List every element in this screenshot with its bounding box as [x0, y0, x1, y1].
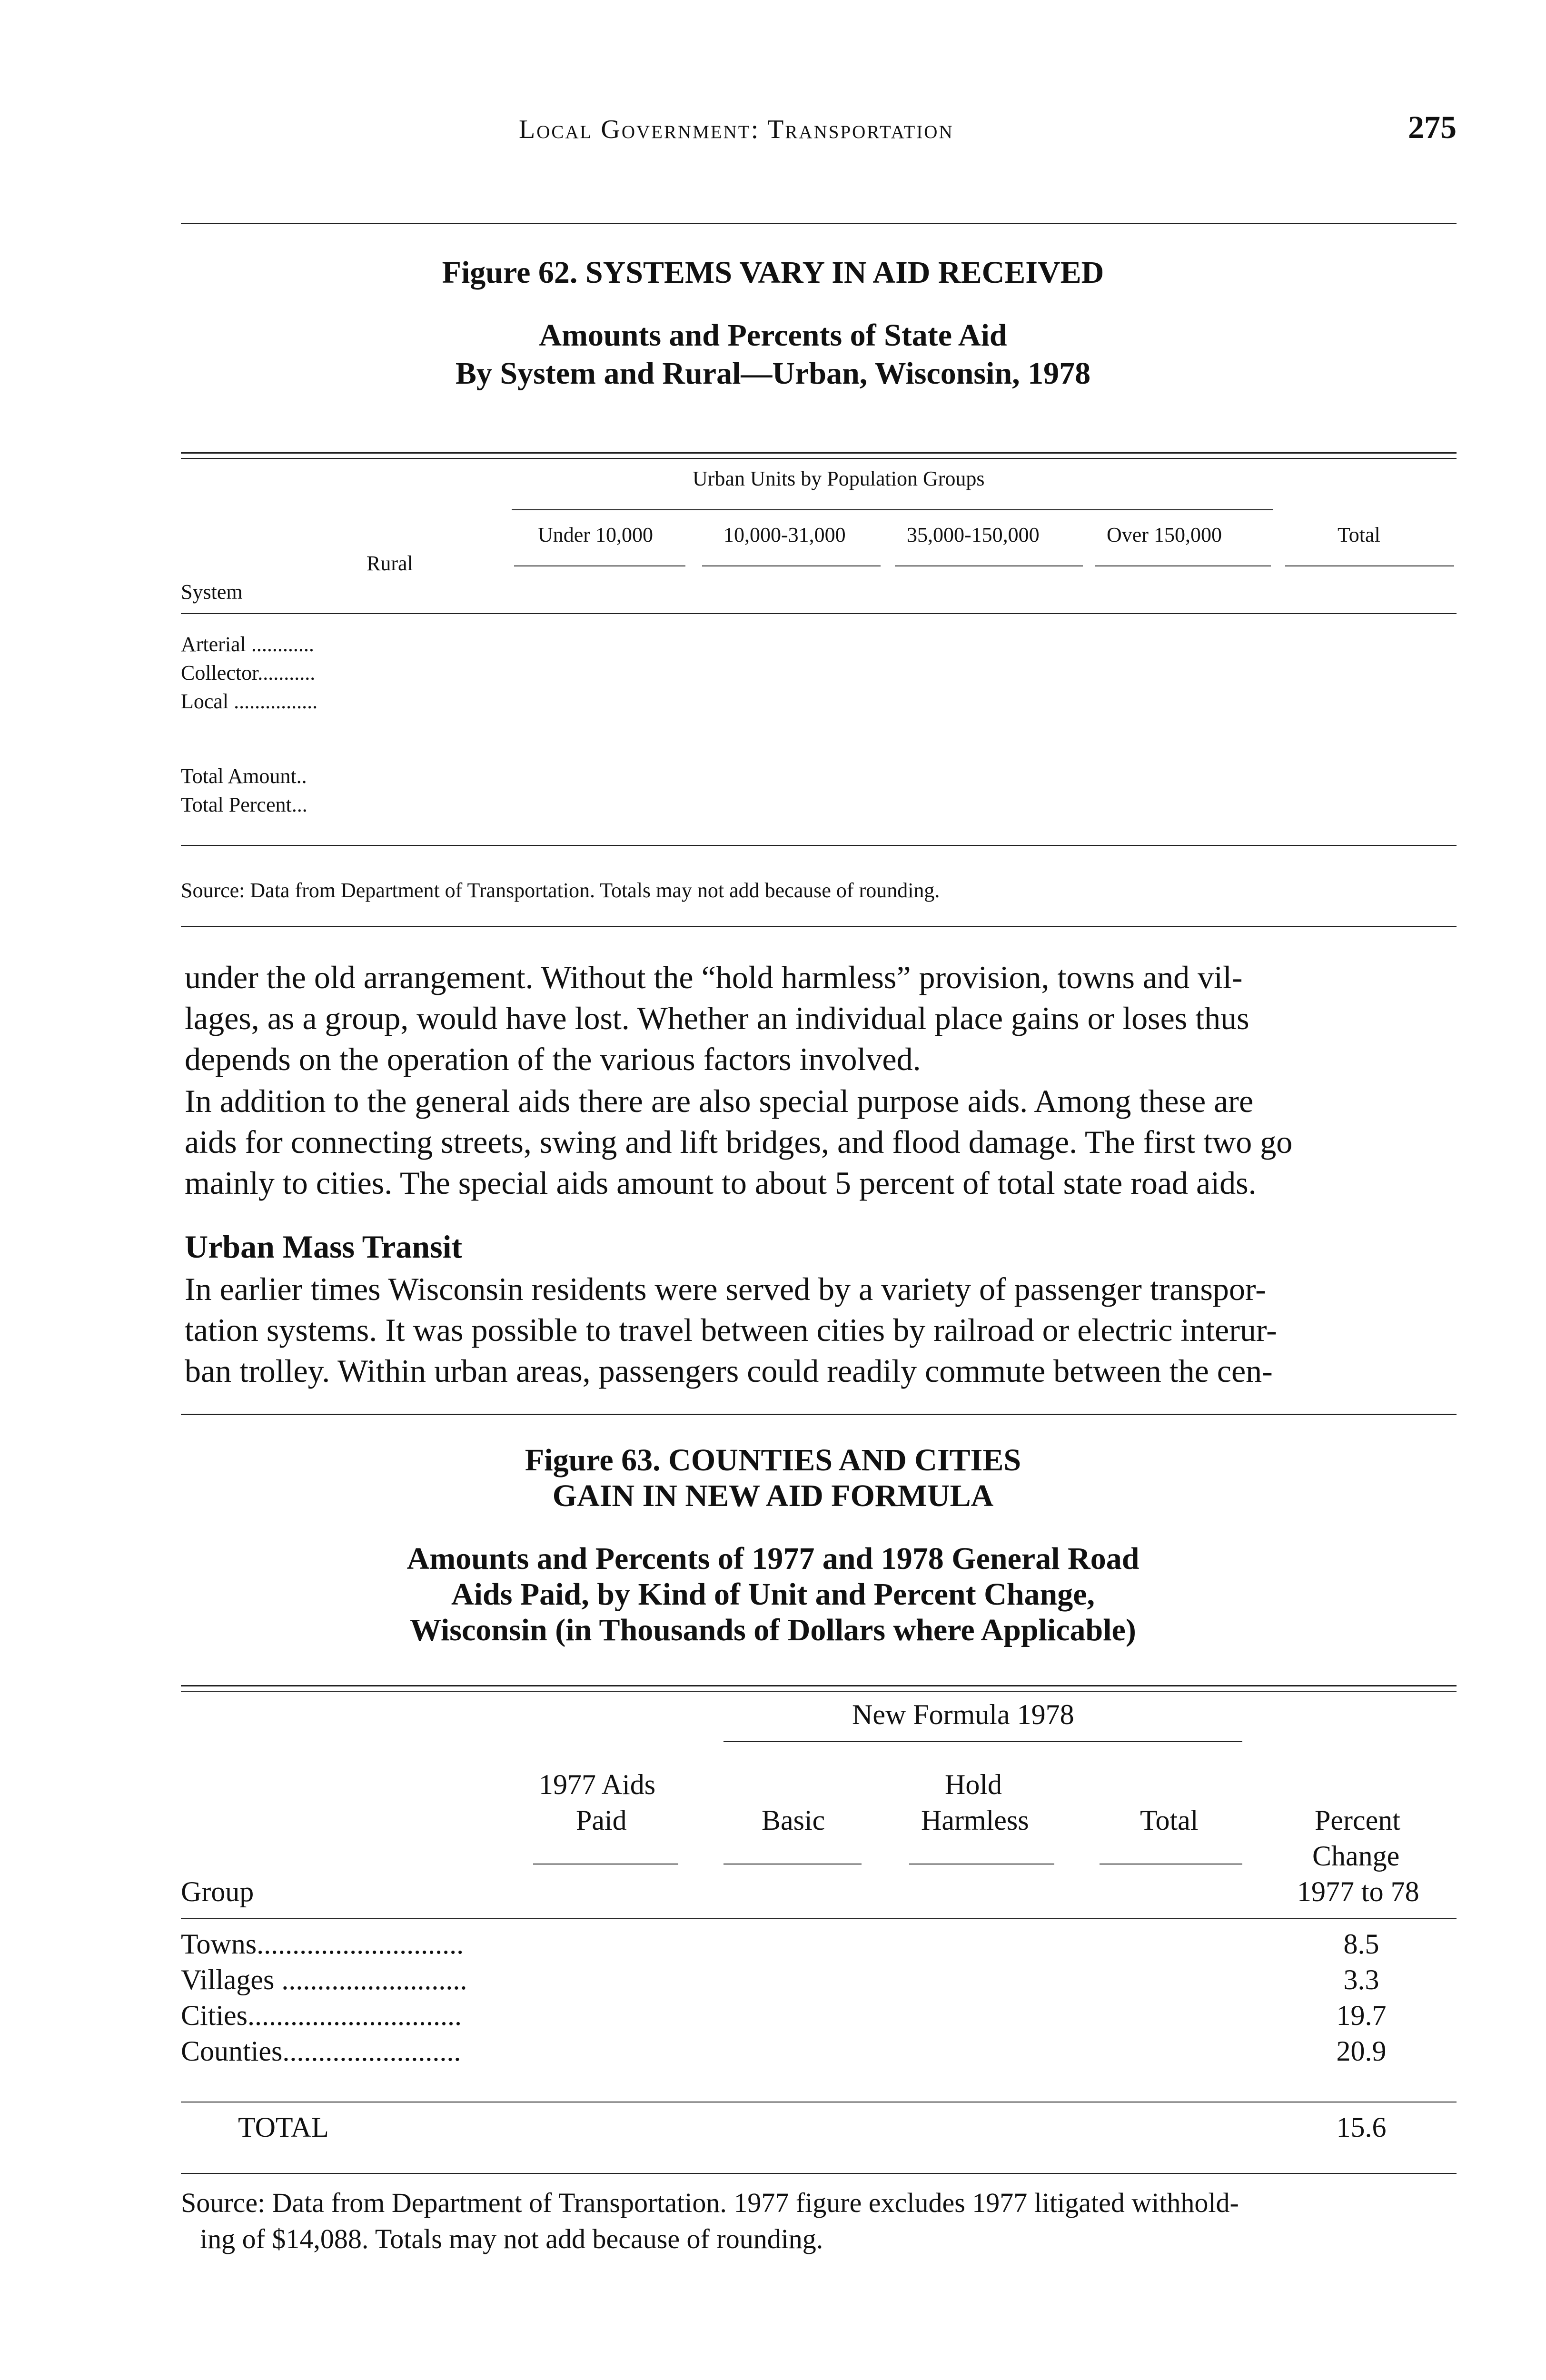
- p3-line2: tation systems. It was possible to travel between cities by railroad or electric interur-: [185, 1312, 1277, 1348]
- pop-group-10k-31k: 10,000-31,000: [723, 523, 846, 546]
- rule-total: [1285, 565, 1454, 566]
- table1-row-label: Local ................: [181, 690, 318, 713]
- rule-under10k: [514, 565, 685, 566]
- figure62-subtitle-2: By System and Rural—Urban, Wisconsin, 1978: [455, 356, 1091, 391]
- pct-change-line1: Percent: [1315, 1805, 1400, 1836]
- group-header: Group: [181, 1876, 254, 1907]
- source-line2: ing of $14,088. Totals may not add because of rounding.: [200, 2223, 823, 2254]
- new-formula-rule: [723, 1741, 1242, 1742]
- rule-35k: [895, 565, 1083, 566]
- running-title: [519, 114, 954, 145]
- body-paragraph-3: [185, 1269, 1460, 1391]
- figure63-subtitle-2: Aids Paid, by Kind of Unit and Percent Change,: [451, 1577, 1095, 1612]
- table2-bottom-rule: [181, 2173, 1457, 2174]
- table2-top-rule: [181, 1685, 1457, 1686]
- figure63-title-1: Figure 63. COUNTIES AND CITIES: [525, 1443, 1021, 1478]
- p2-line3: mainly to cities. The special aids amount to about 5 percent of total state road aids.: [185, 1165, 1257, 1201]
- urban-group-header: Urban Units by Population Groups: [693, 467, 985, 490]
- figure63-source: [181, 2185, 1461, 2257]
- aids1977-line2: Paid: [576, 1805, 627, 1836]
- p3-line1: In earlier times Wisconsin residents were served by a variety of passenger transpor-: [185, 1271, 1266, 1307]
- table2-row-label: Cities..............................: [181, 2000, 462, 2031]
- figure63-top-rule: [181, 1414, 1457, 1415]
- system-header: System: [181, 580, 243, 604]
- table2-row-label: Villages ..........................: [181, 1964, 467, 1995]
- table2-header-rule: [181, 1918, 1457, 1919]
- p2-line1: In addition to the general aids there are also special purpose aids. Among these are: [185, 1083, 1254, 1119]
- table2-row-cell: 20.9: [1336, 2035, 1387, 2067]
- new-formula-header: New Formula 1978: [852, 1699, 1074, 1730]
- table1-bottom-rule: [181, 845, 1457, 846]
- pct-change-line3: 1977 to 78: [1297, 1876, 1419, 1907]
- table1-header-rule: [181, 613, 1457, 614]
- figure62-title: Figure 62. SYSTEMS VARY IN AID RECEIVED: [442, 255, 1104, 290]
- figure62-end-rule: [181, 926, 1457, 927]
- table1-top-rule-2: [181, 458, 1457, 459]
- pop-group-under10k: Under 10,000: [538, 523, 653, 546]
- basic-header: Basic: [762, 1805, 825, 1836]
- body-paragraph-1: [185, 957, 1460, 1080]
- table1-row-label: Arterial ............: [181, 633, 314, 656]
- body-paragraph-2: [185, 1081, 1460, 1203]
- urban-group-rule: [512, 509, 1273, 510]
- pop-group-over150k: Over 150,000: [1107, 523, 1222, 546]
- table2-row-cell: 8.5: [1343, 1928, 1379, 1960]
- hold-line1: Hold: [945, 1769, 1002, 1800]
- rural-header: Rural: [367, 552, 413, 575]
- pop-group-35k-150k: 35,000-150,000: [907, 523, 1040, 546]
- table2-row-label: Counties.........................: [181, 2035, 461, 2067]
- table2-row-cell: 3.3: [1343, 1964, 1379, 1995]
- table2-total-row-cell: 15.6: [1336, 2112, 1387, 2143]
- table1-row-label: Collector...........: [181, 661, 316, 684]
- pct-change-line2: Change: [1312, 1840, 1400, 1872]
- rule-10k: [702, 565, 881, 566]
- hold-line2: Harmless: [921, 1805, 1029, 1836]
- table1-total-row-label: Total Percent...: [181, 793, 307, 816]
- page-number: 275: [1408, 109, 1457, 145]
- figure62-subtitle-1: Amounts and Percents of State Aid: [539, 318, 1007, 353]
- rule-over150k: [1095, 565, 1271, 566]
- p3-line3: ban trolley. Within urban areas, passengers could readily commute between the cen-: [185, 1353, 1273, 1389]
- total-group-header: Total: [1338, 523, 1380, 546]
- running-title-text: Local Government: Transportation: [519, 115, 954, 144]
- figure62-source: Source: Data from Department of Transportation. Totals may not add because of rounding.: [181, 879, 940, 902]
- p1-line2: lages, as a group, would have lost. Whether an individual place gains or loses thus: [185, 1000, 1249, 1036]
- source-line1: Source: Data from Department of Transportation. 1977 figure excludes 1977 litigated withhold-: [181, 2187, 1239, 2218]
- figure63-title-2: GAIN IN NEW AID FORMULA: [552, 1478, 994, 1513]
- p1-line3: depends on the operation of the various factors involved.: [185, 1041, 921, 1077]
- figure63-subtitle-3: Wisconsin (in Thousands of Dollars where Applicable): [410, 1613, 1136, 1647]
- total-header: Total: [1140, 1805, 1199, 1836]
- table1-top-rule: [181, 452, 1457, 454]
- header-rule: [181, 223, 1457, 224]
- table2-row-cell: 19.7: [1336, 2000, 1387, 2031]
- table2-total-row-label: TOTAL: [238, 2112, 329, 2143]
- aids1977-line1: 1977 Aids: [539, 1769, 656, 1800]
- figure63-subtitle-1: Amounts and Percents of 1977 and 1978 General Road: [406, 1541, 1140, 1576]
- table2-row-label: Towns.............................: [181, 1928, 464, 1960]
- table1-total-row-label: Total Amount..: [181, 764, 307, 788]
- p1-line1: under the old arrangement. Without the “hold harmless” provision, towns and vil-: [185, 959, 1243, 995]
- table2-top-rule-2: [181, 1691, 1457, 1692]
- p2-line2: aids for connecting streets, swing and lift bridges, and flood damage. The first two go: [185, 1124, 1293, 1160]
- subheading-urban-mass-transit: Urban Mass Transit: [185, 1229, 463, 1265]
